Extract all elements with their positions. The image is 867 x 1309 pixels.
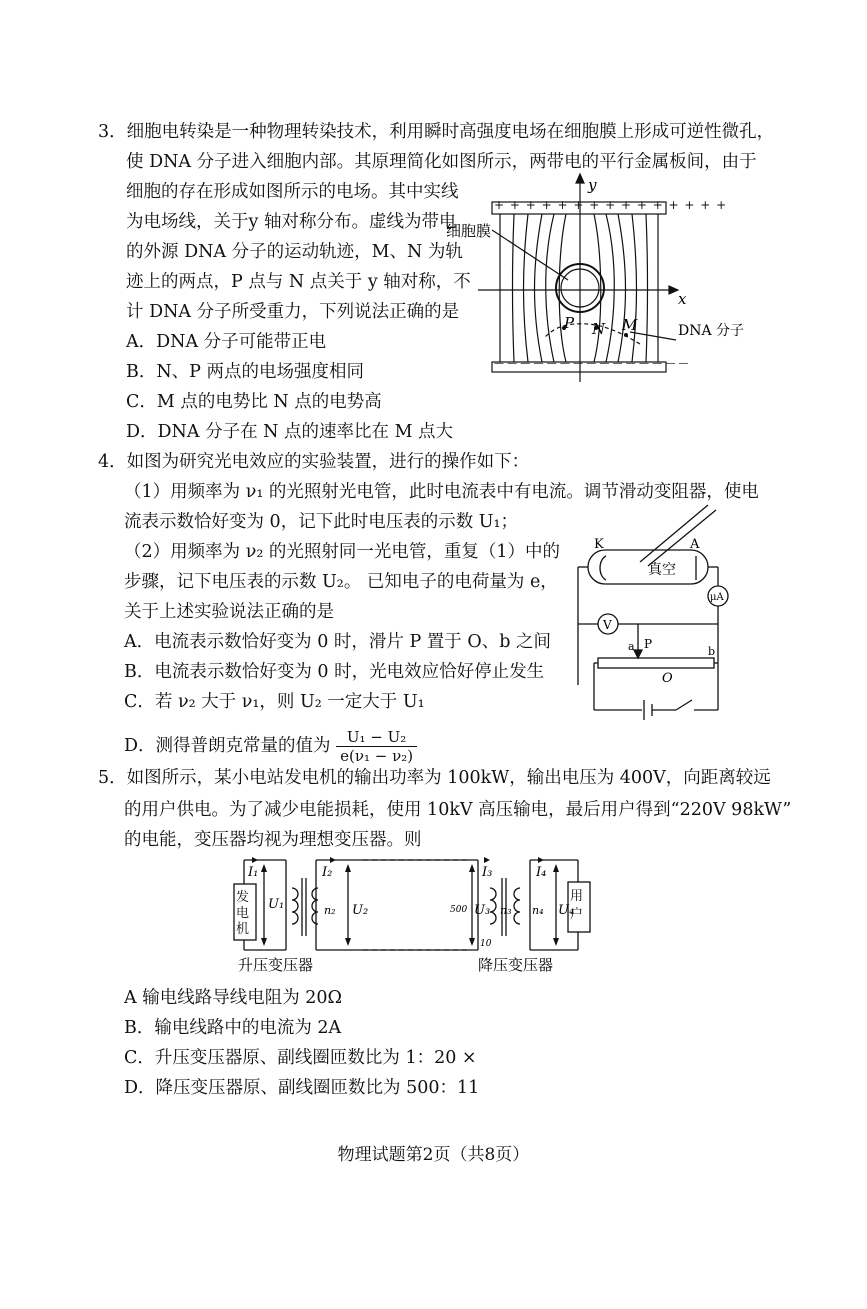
u3-label: U₃ [474, 903, 491, 918]
fraction-numerator: U₁ − U₂ [336, 728, 417, 747]
user-label: 用户 [570, 889, 584, 922]
q5-option-a: A 输电线路导线电阻为 20Ω [124, 988, 343, 1008]
q4-line-5: 步骤，记下电压表的示数 U₂。 已知电子的电荷量为 e， [124, 572, 558, 592]
q4-option-a: A．电流表示数恰好变为 0 时，滑片 P 置于 O、b 之间 [124, 632, 551, 652]
vacuum-label: 真空 [648, 562, 676, 578]
membrane-label: 细胞膜 [446, 222, 492, 240]
planck-fraction [336, 728, 417, 765]
i4-label: I₄ [536, 865, 547, 880]
point-p-label: P [564, 314, 575, 332]
y-axis-label: y [588, 176, 597, 194]
i2-label: I₂ [322, 865, 333, 880]
q3-line-3: 细胞的存在形成如图所示的电场。其中实线 [126, 182, 459, 202]
q4-line-3: 流表示数恰好变为 0，记下此时电压表的示数 U₁； [124, 512, 519, 532]
end-b-label: b [708, 645, 716, 658]
q5-line-3: 的电能，变压器均视为理想变压器。则 [124, 830, 422, 850]
end-a-label: a [628, 640, 635, 653]
q4-option-d-text: D．测得普朗克常量的值为 [124, 736, 331, 756]
q3-line-6: 迹上的两点，P 点与 N 点关于 y 轴对称，不 [126, 272, 471, 292]
q3-line-5: 的外源 DNA 分子的运动轨迹，M、N 为轨 [126, 242, 463, 262]
q4-option-c: C．若 ν₂ 大于 ν₁，则 U₂ 一定大于 U₁ [124, 692, 425, 712]
scribble-10: 10 [480, 939, 492, 949]
point-o-label: O [662, 671, 673, 686]
q4-option-b: B．电流表示数恰好变为 0 时，光电效应恰好停止发生 [124, 662, 545, 682]
slider-p-label: P [644, 637, 653, 651]
dna-label: DNA 分子 [678, 323, 745, 339]
scribble-500: 500 [450, 905, 468, 915]
q5-option-c: C．升压变压器原、副线圈匝数比为 1：20 × [124, 1048, 477, 1068]
q3-option-c: C．M 点的电势比 N 点的电势高 [126, 392, 382, 412]
q4-option-d [124, 728, 417, 765]
q4-line-2: （1）用频率为 ν₁ 的光照射光电管，此时电流表中有电流。调节滑动变阻器，使电 [124, 482, 759, 502]
fraction-denominator: e(ν₁ − ν₂) [340, 747, 414, 765]
u4-label: U₄ [558, 903, 575, 918]
voltmeter-label: V [603, 618, 612, 632]
q5-transmission-figure [228, 852, 598, 977]
ammeter-label: μA [710, 592, 724, 603]
generator-label: 发电机 [236, 890, 250, 937]
step-down-label: 降压变压器 [478, 956, 554, 974]
u2-label: U₂ [352, 903, 369, 918]
cathode-label: K [594, 537, 604, 552]
q5-line-2: 的用户供电。为了减少电能损耗，使用 10kV 高压输电，最后用户得到“220V 98kW” [124, 800, 792, 820]
q3-line-7: 计 DNA 分子所受重力，下列说法正确的是 [126, 302, 460, 322]
bottom-plate-charges: — — — — — — — — — — — — — — — [494, 358, 689, 369]
anode-label: A [690, 537, 700, 552]
q3-line-1: 3．细胞电转染是一种物理转染技术，利用瞬时高强度电场在细胞膜上形成可逆性微孔， [98, 122, 775, 142]
top-plate-charges: + + + + + + + + + + + + + + + [494, 198, 728, 212]
i1-label: I₁ [248, 865, 259, 880]
n2-label: n₂ [324, 904, 336, 917]
q4-line-6: 关于上述实验说法正确的是 [124, 602, 334, 622]
i3-label: I₃ [482, 865, 493, 880]
q3-line-4: 为电场线，关于y 轴对称分布。虚线为带电 [126, 212, 457, 232]
q3-option-a: A．DNA 分子可能带正电 [126, 332, 327, 352]
u1-label: U₁ [268, 897, 285, 912]
q4-line-1: 4．如图为研究光电效应的实验装置，进行的操作如下： [98, 452, 530, 472]
q5-option-d: D．降压变压器原、副线圈匝数比为 500：11 [124, 1078, 480, 1098]
x-axis-label: x [678, 290, 687, 308]
q5-option-b: B．输电线路中的电流为 2A [124, 1018, 342, 1038]
q3-line-2: 使 DNA 分子进入细胞内部。其原理简化如图所示，两带电的平行金属板间，由于 [126, 152, 757, 172]
n3-label: n₃ [500, 904, 512, 917]
q4-line-4: （2）用频率为 ν₂ 的光照射同一光电管，重复（1）中的 [124, 542, 561, 562]
q5-line-1: 5．如图所示，某小电站发电机的输出功率为 100kW，输出电压为 400V，向距离较远 [98, 768, 771, 788]
n4-label: n₄ [532, 904, 544, 917]
point-n-label: N [592, 320, 606, 338]
step-up-label: 升压变压器 [238, 956, 314, 974]
point-m-label: M [622, 316, 638, 334]
q3-option-d: D．DNA 分子在 N 点的速率比在 M 点大 [126, 422, 454, 442]
q3-option-b: B．N、P 两点的电场强度相同 [126, 362, 365, 382]
q4-photoelectric-figure [568, 500, 748, 725]
page-footer: 物理试题第2页（共8页） [337, 1145, 530, 1165]
